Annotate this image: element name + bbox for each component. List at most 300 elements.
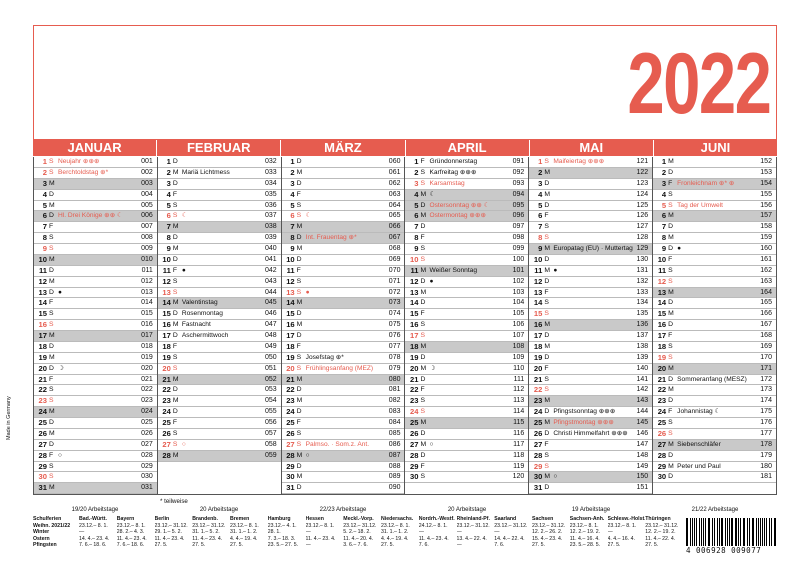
school-cell: 23.12.– 8. 1.: [79, 522, 108, 529]
day-number: 12: [286, 276, 295, 286]
day-number: 26: [286, 428, 295, 438]
weekday-letter: M: [172, 451, 179, 459]
day-of-year: 085: [388, 429, 401, 437]
day-number: 18: [162, 341, 171, 351]
day-of-year: 155: [760, 190, 772, 198]
day-of-year: 115: [513, 419, 525, 426]
day-number: 11: [38, 265, 47, 275]
day-row: [529, 462, 652, 473]
weekday-letter: M: [668, 158, 674, 165]
day-number: 23: [162, 396, 171, 406]
day-of-year: 163: [760, 277, 772, 285]
weekday-letter: S: [172, 364, 178, 372]
school-cell: 11. 4.– 22. 4.: [645, 535, 676, 542]
day-of-year: 086: [388, 440, 401, 448]
day-row: [405, 375, 528, 386]
day-row: [282, 255, 405, 266]
weekday-letter: M: [668, 462, 674, 470]
school-cell: 23.12.– 31.12.: [532, 522, 566, 529]
day-of-year: 084: [388, 419, 401, 426]
day-row: [34, 451, 157, 462]
day-number: 5: [42, 200, 47, 210]
school-header-cell: Meckl.-Vorp.: [343, 516, 374, 522]
day-number: 12: [38, 276, 47, 286]
arbeitstage-cell: 22/23 Arbeitstage: [319, 507, 367, 513]
day-row: [529, 168, 652, 179]
day-number: 26: [38, 428, 47, 438]
day-of-year: 130: [636, 255, 649, 263]
day-number: 5: [414, 200, 419, 210]
day-of-year: 052: [264, 375, 277, 383]
weekday-letter: S: [668, 277, 673, 285]
day-note: ○: [429, 440, 434, 448]
day-number: 29: [286, 461, 295, 471]
day-number: 29: [410, 461, 419, 471]
day-number: 16: [657, 320, 667, 330]
school-cell: 23. 5.– 28. 5.: [569, 542, 601, 548]
weekday-letter: F: [420, 158, 425, 165]
day-row: [529, 331, 652, 342]
day-number: 27: [162, 439, 171, 449]
day-of-year: 172: [760, 375, 772, 383]
weekday-letter: D: [172, 310, 178, 318]
weekday-letter: S: [49, 473, 54, 481]
day-row: [529, 342, 652, 353]
day-row: [158, 190, 281, 201]
weekday-letter: D: [668, 223, 674, 231]
school-cell: Weihn. 2021/22: [33, 522, 71, 529]
day-of-year: 143: [636, 397, 649, 405]
weekday-letter: M: [544, 419, 550, 426]
day-row: [405, 211, 528, 222]
weekday-letter: M: [420, 266, 427, 274]
weekday-letter: S: [296, 440, 302, 448]
day-note: Aschermittwoch: [181, 332, 229, 339]
day-number: 24: [38, 407, 47, 417]
day-of-year: 161: [760, 255, 772, 263]
day-number: 4: [538, 189, 543, 199]
day-note: Maifeiertag ⊕⊕⊕: [553, 158, 605, 165]
school-cell: 23.12.– 8. 1.: [381, 522, 410, 529]
weekday-letter: S: [420, 332, 426, 339]
day-of-year: 083: [388, 408, 401, 416]
weekday-letter: D: [420, 451, 426, 459]
day-of-year: 003: [141, 179, 153, 187]
weekday-letter: S: [296, 364, 302, 372]
day-row: [158, 375, 281, 386]
day-number: 15: [38, 309, 47, 319]
day-row: [529, 364, 652, 375]
day-row: [282, 211, 405, 222]
day-row: [34, 353, 157, 364]
school-cell: 23.12.– 31.12.: [154, 522, 188, 529]
school-header-cell: Schlesw.-Holst.: [607, 516, 646, 522]
weekday-letter: F: [668, 255, 673, 263]
day-number: 21: [410, 374, 419, 384]
day-row: [653, 342, 776, 353]
day-number: 2: [166, 167, 171, 177]
day-number: 12: [162, 276, 171, 286]
day-number: 23: [38, 396, 47, 406]
day-number: 2: [414, 167, 419, 177]
day-note: Hl. Drei Könige ⊕⊕ ☾: [58, 212, 123, 220]
day-of-year: 014: [141, 299, 153, 307]
day-number: 31: [38, 483, 47, 493]
day-number: 21: [162, 374, 171, 384]
day-row: [653, 179, 776, 190]
day-of-year: 168: [760, 332, 772, 339]
school-cell: 31. 1.– 1. 2.: [381, 529, 409, 535]
weekday-letter: S: [49, 462, 54, 470]
weekday-letter: D: [420, 201, 426, 209]
weekday-letter: M: [296, 168, 303, 176]
weekday-letter: D: [172, 386, 178, 394]
day-row: [405, 244, 528, 255]
day-number: 3: [42, 178, 47, 188]
day-number: 14: [162, 298, 171, 308]
day-row: [653, 255, 776, 266]
day-of-year: 075: [388, 321, 401, 329]
day-of-year: 016: [141, 321, 153, 329]
school-cell: 24.12.– 8. 1.: [418, 522, 448, 529]
day-row: [653, 472, 776, 483]
day-number: 21: [286, 374, 295, 384]
weekday-letter: D: [49, 190, 54, 198]
day-row: [158, 364, 281, 375]
weekday-letter: M: [49, 353, 55, 361]
school-cell: 3. 6.– 7. 6.: [343, 542, 368, 548]
day-number: 4: [166, 189, 171, 199]
day-of-year: 099: [512, 245, 525, 252]
day-number: 8: [290, 233, 295, 243]
day-row: [529, 201, 652, 212]
weekday-letter: M: [668, 212, 674, 220]
day-number: 7: [42, 222, 47, 232]
day-note: ☾: [181, 212, 188, 220]
weekday-letter: S: [172, 277, 178, 285]
day-number: 14: [286, 298, 295, 308]
day-row: [158, 201, 281, 212]
day-row: [158, 157, 281, 168]
day-row: [158, 298, 281, 309]
day-row: [282, 179, 405, 190]
school-holidays-table: [33, 516, 683, 549]
weekday-letter: S: [544, 234, 549, 242]
weekday-letter: D: [420, 429, 426, 437]
day-number: 30: [286, 472, 295, 482]
day-number: 18: [38, 341, 47, 351]
day-number: 4: [290, 189, 295, 199]
day-of-year: 010: [141, 255, 153, 263]
day-number: 3: [661, 178, 667, 188]
day-number: 4: [661, 189, 667, 199]
day-number: 21: [38, 374, 47, 384]
weekday-letter: F: [296, 419, 301, 426]
weekday-letter: D: [420, 375, 426, 383]
day-of-year: 089: [388, 473, 401, 481]
day-of-year: 043: [264, 277, 277, 285]
day-number: 12: [657, 276, 667, 286]
school-cell: 28. 2.– 4. 3.: [116, 529, 145, 535]
day-number: 12: [410, 276, 419, 286]
day-number: 16: [533, 320, 543, 330]
weekday-letter: F: [420, 310, 425, 318]
day-of-year: 005: [141, 201, 153, 209]
day-number: 29: [657, 461, 667, 471]
day-number: 5: [661, 200, 667, 210]
day-number: 28: [533, 450, 543, 460]
day-of-year: 029: [141, 462, 153, 470]
weekday-letter: S: [544, 462, 549, 470]
day-of-year: 141: [636, 375, 649, 383]
day-number: 16: [162, 320, 171, 330]
day-of-year: 061: [388, 168, 401, 176]
day-row: [405, 266, 528, 277]
weekday-letter: M: [49, 332, 55, 339]
weekday-letter: S: [420, 397, 426, 405]
day-row: [529, 483, 652, 494]
day-number: 5: [290, 200, 295, 210]
day-of-year: 074: [388, 310, 401, 318]
day-of-year: 103: [512, 288, 525, 296]
day-row: [529, 353, 652, 364]
day-row: [158, 255, 281, 266]
day-of-year: 140: [636, 364, 649, 372]
day-of-year: 062: [388, 179, 401, 187]
day-row: [282, 429, 405, 440]
day-row: [653, 309, 776, 320]
weekday-letter: S: [420, 473, 426, 481]
day-number: 24: [657, 407, 667, 417]
day-row: [34, 298, 157, 309]
day-number: 1: [42, 157, 47, 166]
day-of-year: 051: [264, 364, 277, 372]
weekday-letter: F: [172, 342, 177, 350]
day-number: 15: [657, 309, 667, 319]
school-cell: 7. 6.– 18. 6.: [79, 542, 107, 548]
weekday-letter: S: [296, 288, 302, 296]
day-of-year: 007: [141, 223, 153, 231]
day-number: 1: [166, 157, 171, 166]
day-of-year: 080: [388, 375, 401, 383]
day-row: [282, 462, 405, 473]
day-row: [158, 331, 281, 342]
weekday-letter: M: [296, 223, 303, 231]
weekday-letter: S: [668, 429, 673, 437]
day-note: Fastnacht: [181, 321, 211, 329]
day-number: 13: [286, 287, 295, 297]
day-number: 28: [38, 450, 47, 460]
day-of-year: 092: [512, 168, 525, 176]
day-row: [34, 233, 157, 244]
weekday-letter: D: [296, 484, 302, 492]
school-cell: 12. 2.– 26. 2.: [532, 529, 563, 535]
school-cell: 23.12.– 31.12.: [645, 522, 679, 529]
weekday-letter: M: [544, 245, 550, 252]
day-note: Int. Frauentag ⊕*: [305, 234, 357, 242]
day-row: [405, 462, 528, 473]
day-number: 4: [42, 189, 47, 199]
day-number: 5: [538, 200, 543, 210]
day-number: 19: [162, 352, 171, 362]
day-number: 9: [538, 244, 543, 253]
weekday-letter: D: [420, 299, 426, 307]
day-of-year: 136: [636, 321, 649, 329]
day-row: [34, 342, 157, 353]
weekday-letter: M: [544, 473, 550, 481]
weekday-letter: S: [172, 288, 178, 296]
weekday-letter: D: [49, 419, 54, 426]
school-cell: 23.12.– 8. 1.: [116, 522, 146, 529]
school-cell: 23.12.– 8. 1.: [607, 522, 637, 529]
day-of-year: 129: [636, 245, 649, 252]
day-of-year: 158: [760, 223, 772, 231]
day-of-year: 110: [513, 364, 525, 372]
weekday-letter: M: [49, 484, 55, 492]
barcode-bar: [690, 518, 691, 546]
school-header-cell: Schulferien: [33, 516, 62, 522]
day-note: ●: [553, 266, 558, 274]
day-of-year: 046: [264, 310, 277, 318]
school-cell: 13. 4.– 22. 4.: [456, 535, 487, 542]
school-cell: —: [607, 529, 613, 535]
day-number: 11: [534, 265, 543, 275]
weekday-letter: S: [544, 299, 549, 307]
arbeitstage-cell: 20 Arbeitstage: [199, 507, 239, 513]
school-cell: 12. 2.– 19. 2.: [569, 529, 601, 535]
school-cell: 23.12.– 31.12.: [494, 522, 528, 529]
day-of-year: 091: [512, 158, 525, 165]
day-row: [34, 472, 157, 483]
weekday-letter: D: [296, 158, 302, 165]
weekday-letter: S: [420, 321, 426, 329]
day-of-year: 025: [141, 419, 153, 426]
day-of-year: 064: [388, 201, 401, 209]
school-header-cell: Bremen: [230, 516, 250, 522]
day-of-year: 160: [760, 245, 772, 252]
month-header-5: JUNI: [653, 140, 777, 156]
weekday-letter: S: [668, 353, 673, 361]
day-of-year: 166: [760, 310, 772, 318]
school-cell: —: [305, 542, 311, 548]
day-of-year: 149: [636, 462, 649, 470]
school-cell: Winter: [33, 529, 50, 535]
day-number: 20: [162, 363, 171, 373]
day-number: 9: [42, 244, 47, 253]
day-of-year: 030: [141, 473, 153, 481]
day-of-year: 096: [512, 212, 525, 220]
arbeitstage-cell: 19 Arbeitstage: [571, 507, 611, 513]
day-number: 24: [286, 407, 295, 417]
day-of-year: 178: [760, 440, 772, 448]
day-row: [653, 266, 776, 277]
day-number: 22: [162, 385, 171, 395]
weekday-letter: D: [49, 364, 54, 372]
school-cell: 4. 4.– 19. 4.: [230, 535, 258, 542]
made-in-label: Made in Germany: [6, 396, 12, 440]
weekday-letter: D: [49, 288, 54, 296]
day-number: 13: [657, 287, 667, 297]
weekday-letter: S: [49, 158, 54, 165]
school-cell: 23.12.– 31.12.: [192, 522, 226, 529]
weekday-letter: M: [49, 255, 55, 263]
day-row: [653, 288, 776, 299]
weekday-letter: S: [668, 419, 673, 426]
day-of-year: 152: [760, 158, 772, 165]
day-row: [653, 222, 776, 233]
day-row: [405, 201, 528, 212]
school-cell: 11. 4.– 23. 4.: [116, 535, 147, 542]
day-number: 3: [166, 178, 171, 188]
day-row: [158, 440, 281, 451]
weekday-letter: M: [420, 288, 427, 296]
calendar-grid: [33, 157, 777, 495]
weekday-letter: F: [296, 342, 301, 350]
day-row: [282, 407, 405, 418]
day-note: Berchtoldstag ⊕*: [58, 168, 109, 176]
weekday-letter: S: [296, 353, 302, 361]
day-number: 24: [162, 407, 171, 417]
day-of-year: 112: [513, 386, 525, 394]
school-header-cell: Bayern: [116, 516, 135, 522]
day-row: [529, 222, 652, 233]
barcode-bar: [771, 518, 772, 546]
day-of-year: 105: [512, 310, 525, 318]
day-row: [34, 407, 157, 418]
weekday-letter: S: [544, 386, 549, 394]
day-row: [529, 255, 652, 266]
day-number: 6: [42, 211, 47, 221]
barcode-bar: [729, 518, 730, 546]
weekday-letter: F: [668, 408, 673, 416]
day-number: 22: [410, 385, 419, 395]
day-row: [34, 320, 157, 331]
day-note: ☽: [429, 364, 436, 372]
day-of-year: 124: [636, 190, 649, 198]
weekday-letter: D: [296, 332, 302, 339]
day-of-year: 167: [760, 321, 772, 329]
day-row: [405, 190, 528, 201]
arbeitstage-cell: 21/22 Arbeitstage: [691, 507, 739, 513]
day-number: 11: [162, 265, 171, 275]
day-note: Fronleichnam ⊕* ⊕: [677, 179, 735, 187]
school-cell: 27. 5.: [154, 542, 168, 548]
barcode-bar: [749, 518, 750, 546]
day-of-year: 057: [264, 429, 277, 437]
day-note: ●: [305, 288, 310, 296]
weekday-letter: S: [49, 321, 54, 329]
day-of-year: 109: [512, 353, 525, 361]
day-note: Palmso. · Som.z. Ant.: [305, 440, 370, 448]
day-number: 8: [414, 233, 419, 243]
day-number: 19: [657, 352, 667, 362]
day-of-year: 022: [141, 386, 153, 394]
weekday-letter: S: [172, 212, 178, 220]
weekday-letter: D: [420, 223, 426, 231]
weekday-letter: M: [420, 419, 427, 426]
weekday-letter: M: [49, 408, 55, 416]
month-column: [404, 157, 528, 494]
day-row: [653, 157, 776, 168]
day-number: 10: [533, 254, 543, 264]
day-of-year: 027: [141, 440, 153, 448]
day-row: [158, 309, 281, 320]
day-of-year: 024: [141, 408, 153, 416]
school-cell: 31. 1.– 5. 2.: [192, 529, 220, 535]
day-of-year: 019: [141, 353, 153, 361]
day-of-year: 048: [264, 332, 277, 339]
day-row: [405, 451, 528, 462]
